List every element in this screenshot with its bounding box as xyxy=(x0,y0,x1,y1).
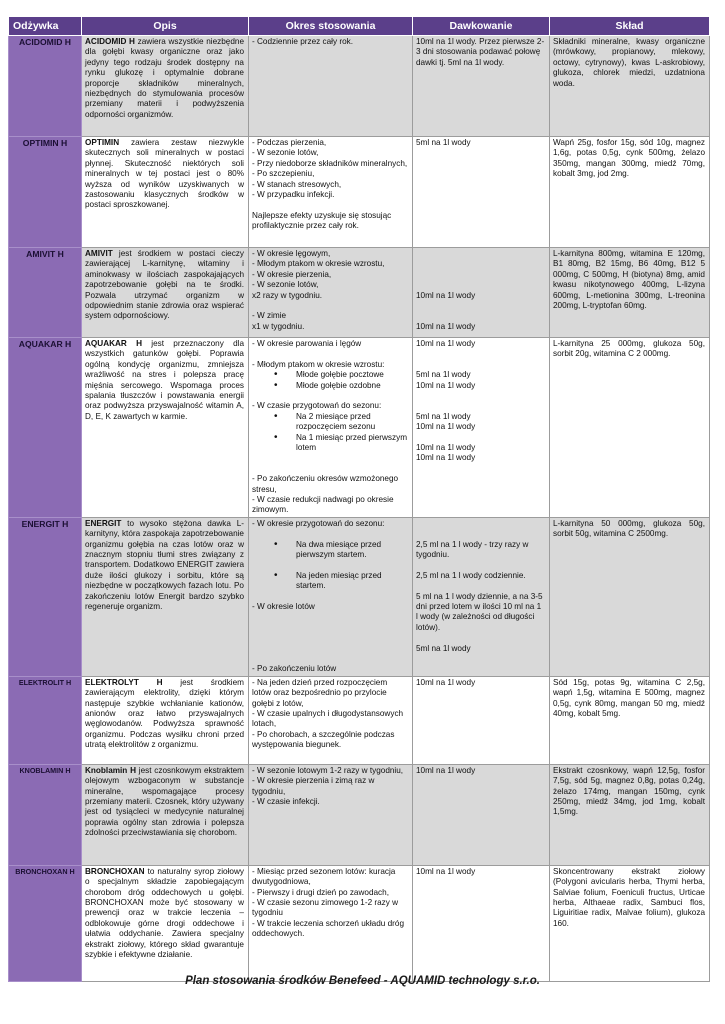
usage-cell xyxy=(249,517,413,676)
usage-line: x1 w tygodniu. xyxy=(252,321,305,331)
description-text: jest czosnkowym ekstraktem olejowym wzbogaconym w substancje mineralne, wspomagające procesy przemiany materii. Czosnek, który używany jest od tysiącleci w medycynie naturalnej poprawia ogólny stan zdrowia i polepsza zdolności przeciwstawiania się chorobom. xyxy=(85,765,244,838)
dosage-line: 5ml na 1l wody xyxy=(416,138,471,147)
usage-line: - Codziennie przez cały rok. xyxy=(252,37,354,46)
description-lead: BRONCHOXAN xyxy=(85,866,145,876)
usage-line: - W okresie lotów xyxy=(252,602,315,612)
usage-line: - Pierwszy i drugi dzień po zawodach, xyxy=(252,887,389,897)
usage-bullet: • Na jeden miesiąc przed startem. xyxy=(252,571,408,592)
usage-line: - Po zakończeniu lotów xyxy=(252,664,337,674)
usage-line: - W okresie lęgowym, xyxy=(252,249,331,258)
usage-cell xyxy=(249,36,413,137)
description-text: jest środkiem zawierającym elektrolity, dzięki którym następuje szybkie wchłanianie kationów, anionów oraz łatwo przyswajalnych węglowodanów. Podwyższa sprawność organizmu. Podczas wysiłku chroni przed utratą elektrolitów z organizmu. xyxy=(85,677,244,750)
description-lead: Knoblamin H xyxy=(85,765,136,775)
header-usage-period: Okres stosowania xyxy=(249,17,413,36)
description-lead: OPTIMIN xyxy=(85,138,120,147)
usage-bullet: • Na 1 miesiąc przed pierwszym lotem xyxy=(252,433,408,454)
usage-line: - W czasie upalnych i długodystansowych lotach, xyxy=(252,709,406,729)
composition-cell: L-karnityna 50 000mg, glukoza 50g, sorbit 50g, witamina C 2500mg. xyxy=(550,517,710,676)
usage-line: - Młodym ptakom w okresie wzrostu: xyxy=(252,359,385,369)
table-row xyxy=(9,865,710,981)
header-composition: Skład xyxy=(550,17,710,36)
page-footer: Plan stosowania środków Benefeed - AQUAMID technology s.r.o. xyxy=(185,975,540,987)
dosage-cell xyxy=(413,865,550,981)
usage-line: Najlepsze efekty uzyskuje się stosując profilaktycznie przez cały rok. xyxy=(252,210,394,231)
dosage-cell xyxy=(413,338,550,518)
usage-line: - Po chorobach, a szczególnie podczas występowania biegunek. xyxy=(252,729,397,750)
product-name: AQUAKAR H xyxy=(9,338,82,518)
usage-cell xyxy=(249,338,413,518)
dosage-line: 10ml na 1l wody xyxy=(416,339,476,348)
header-dosage: Dawkowanie xyxy=(413,17,550,36)
description-text: zawiera zestaw niezwykle skutecznych soli mineralnych w postaci płynnej. Skuteczność niektórych soli mineralnych w tej postaci jest o 80% wyższa od wyników uzyskiwanych w zastosowaniu klasycznych środków w postaci sproszkowanej. xyxy=(85,138,244,210)
usage-line: - W przypadku infekcji. xyxy=(252,190,335,200)
page xyxy=(8,16,709,982)
dosage-cell xyxy=(413,517,550,676)
composition-cell: L-karnityna 800mg, witamina E 120mg, B1 80mg, B2 15mg, B6 40mg, B12 5 000mg, C 500mg, H (biotyna) 8mg, amid kwasu nikotynowego 400mg, L-lizyna 600mg, L-metionina 300mg, L-treonina 200mg, L-tryptofan 60mg. xyxy=(550,248,710,338)
table-row xyxy=(9,764,710,865)
table-row xyxy=(9,248,710,338)
spacer xyxy=(252,301,408,311)
composition-cell: Wapń 25g, fosfor 15g, sód 10g, magnez 1,6g, potas 0,5g, cynk 500mg, żelazo 350mg, mangan 300mg, miedź 70mg, kobalt 3mg, jod 2mg. xyxy=(550,137,710,248)
usage-cell xyxy=(249,676,413,764)
usage-line: - W sezonie lotów, xyxy=(252,280,319,290)
description-lead: AQUAKAR H xyxy=(85,339,143,348)
composition-cell: Ekstrakt czosnkowy, wapń 12,5g, fosfor 7,5g, sód 5g, magnez 0,8g, potas 0,24g, żelazo 174mg, mangan 150mg, cynk 250mg, miedź 34mg, jod 1mg, kobalt 1,5mg. xyxy=(550,764,710,865)
usage-line: x2 razy w tygodniu. xyxy=(252,290,323,300)
product-name: ACIDOMID H xyxy=(9,36,82,137)
usage-line: - W okresie parowania i lęgów xyxy=(252,339,362,348)
product-name: ELEKTROLIT H xyxy=(9,676,82,764)
dosage-line: 10ml na 1l wody xyxy=(416,677,476,687)
supplement-table xyxy=(8,16,710,982)
product-name: OPTIMIN H xyxy=(9,137,82,248)
dosage-line: 10ml na 1l wody xyxy=(416,422,476,432)
product-description xyxy=(82,865,249,981)
product-description xyxy=(82,676,249,764)
product-description xyxy=(82,338,249,518)
dosage-cell xyxy=(413,676,550,764)
usage-bullet: • Młode gołębie ozdobne xyxy=(252,381,408,391)
table-row xyxy=(9,338,710,518)
dosage-cell xyxy=(413,248,550,338)
usage-line: - W trakcie leczenia schorzeń układu dróg oddechowych. xyxy=(252,918,407,939)
dosage-line: 5ml na 1l wody xyxy=(416,643,471,653)
dosage-line: 10ml na 1l wody xyxy=(416,321,476,331)
description-text: jest przeznaczony dla wszystkich gatunków gołębi. Poprawia ogólną kondycję organizmu, zmniejsza wrażliwość na stres i polepsza pracę mięśnia sercowego. Wspomaga proces spalania tłuszczów i powstawania energii oraz podwyższa przyswajalność witamin A, D, E, K zawartych w karmie. xyxy=(85,339,244,421)
composition-cell: Sód 15g, potas 9g, witamina C 2,5g, wapń 1,5g, witamina E 500mg, magnez 0,5g, cynk 80mg, mangan 50 mg, miedź 40mg, kobalt 5mg. xyxy=(550,676,710,764)
description-text: to wysoko stężona dawka L-karnityny, która zaspokaja zapotrzebowanie organizmu gołębia na czas lotów oraz w znacznym stopniu tłumi stres związany z transportem. Dodatkowo ENERGIT zawiera duże ilości glukozy i sorbitu, które są niezbędne w początkowych fazach lotu. Po zakończeniu lotów Energit bardzo szybko regeneruje organizm. xyxy=(85,518,244,612)
table-row xyxy=(9,36,710,137)
usage-bullet: • Na dwa miesiące przed pierwszym startem. xyxy=(252,540,408,561)
usage-cell xyxy=(249,764,413,865)
description-lead: ENERGIT xyxy=(85,518,122,528)
usage-line: - W okresie pierzenia, xyxy=(252,269,332,279)
usage-line: - W okresie pierzenia i zimą raz w tygodniu, xyxy=(252,776,377,796)
usage-line: - W czasie sezonu zimowego 1-2 razy w tygodniu xyxy=(252,898,401,918)
product-name: AMIVIT H xyxy=(9,248,82,338)
dosage-cell xyxy=(413,137,550,248)
usage-line: - Po szczepieniu, xyxy=(252,169,315,179)
dosage-line: 10ml na 1l wody. Przez pierwsze 2-3 dni stosowania podawać połowę dawki tj. 5ml na 1l wody. xyxy=(416,37,545,67)
dosage-cell xyxy=(413,764,550,865)
usage-line: - Przy niedoborze składników mineralnych, xyxy=(252,158,408,168)
header-row xyxy=(9,17,710,36)
dosage-line: 10ml na 1l wody xyxy=(416,442,476,452)
dosage-line: 10ml na 1l wody xyxy=(416,866,476,876)
header-product: Odżywka xyxy=(9,17,82,36)
composition-cell: Składniki mineralne, kwasy organiczne (mrówkowy, propianowy, mlekowy, octowy, cytrynowy), kwas L-askrobiowy, glukoza, chlorek miedzi, uzdatniona woda. xyxy=(550,36,710,137)
product-name: BRONCHOXAN H xyxy=(9,865,82,981)
usage-line: - Młodym ptakom w okresie wzrostu, xyxy=(252,259,385,269)
dosage-line: 2,5 ml na 1 l wody codziennie. xyxy=(416,570,526,580)
usage-line: - W sezonie lotów, xyxy=(252,148,319,158)
usage-line: - Po zakończeniu okresów wzmożonego stresu, xyxy=(252,474,401,494)
usage-line: - W czasie redukcji nadwagi po okresie zimowym. xyxy=(252,495,396,515)
product-description xyxy=(82,137,249,248)
product-description xyxy=(82,36,249,137)
usage-line: - Na jeden dzień przed rozpoczęciem lotów oraz bezpośrednio po przylocie gołębi z lotów, xyxy=(252,677,390,708)
usage-line: - W stanach stresowych, xyxy=(252,179,342,189)
dosage-line: 5 ml na 1 l wody dziennie, a na 3-5 dni przed lotem w ilości 10 ml na 1 l wody (w zależności od długości lotów). xyxy=(416,591,545,632)
usage-cell xyxy=(249,137,413,248)
dosage-line: 5ml na 1l wody xyxy=(416,411,471,421)
product-description xyxy=(82,248,249,338)
composition-cell: Skoncentrowany ekstrakt ziołowy (Polygoni avicularis herba, Thymi herba, Salviae folium, Foeniculi fructus, Urticae herba, Althaeae radix, Sambuci flos, Liguiritiae radix, Malvae folium), glukoza 160. xyxy=(550,865,710,981)
description-text: zawiera wszystkie niezbędne dla gołębi kwasy organiczne oraz jako jedyny tego rodzaju środek dostępny na rynku glukozę i optymalnie dobrane proporcje składników mineralnych, niezbędnych do stymulowania procesów przemiany materii i podwyższenia odporności organizmów. xyxy=(85,37,244,119)
dosage-line: 10ml na 1l wody xyxy=(416,380,476,390)
description-lead: ACIDOMID H xyxy=(85,37,135,46)
description-text: jest środkiem w postaci cieczy zawierającej L-karnitynę, witaminy i aminokwasy w ilościach zaspokajających zapotrzebowanie gołębi na te środki. Pozwala utrzymać organizm w odpowiednim stanie zdrowia oraz wspierać system odpornościowy. xyxy=(85,249,244,321)
usage-line: - W okresie przygotowań do sezonu: xyxy=(252,518,385,528)
product-name: KNOBLAMIN H xyxy=(9,764,82,865)
spacer xyxy=(252,200,408,210)
product-name: ENERGIT H xyxy=(9,517,82,676)
product-description xyxy=(82,517,249,676)
usage-line: - W zimie xyxy=(252,311,287,321)
usage-line: - W czasie infekcji. xyxy=(252,797,320,807)
description-lead: ELEKTROLYT H xyxy=(85,677,163,687)
table-row xyxy=(9,137,710,248)
table-row xyxy=(9,517,710,676)
dosage-line: 10ml na 1l wody xyxy=(416,453,476,463)
dosage-line: 10ml na 1l wody xyxy=(416,765,476,775)
usage-bullet: • Na 2 miesiące przed rozpoczęciem sezonu xyxy=(252,412,408,433)
composition-cell: L-karnityna 25 000mg, glukoza 50g, sorbit 20g, witamina C 2 000mg. xyxy=(550,338,710,518)
product-description xyxy=(82,764,249,865)
usage-line: - Podczas pierzenia, xyxy=(252,138,327,147)
usage-line: - W sezonie lotowym 1-2 razy w tygodniu, xyxy=(252,765,404,775)
usage-cell xyxy=(249,248,413,338)
header-description: Opis xyxy=(82,17,249,36)
description-text: to naturalny syrop ziołowy o specjalnym składzie zapobiegającym chorobom dróg oddechowych u gołębi. BRONCHOXAN może być stosowany w prewencji oraz w trakcie leczenia – odblokowuje górne drogi oddechowe i ułatwia oddychanie. Zawiera specjalny ekstrakt ziołowy, którego skład gwarantuje szybkie i efektywne działanie. xyxy=(85,866,244,960)
usage-bullet: • Młode gołębie pocztowe xyxy=(252,370,408,380)
table-row xyxy=(9,676,710,764)
dosage-line: 10ml na 1l wody xyxy=(416,290,476,300)
dosage-line: 5ml na 1l wody xyxy=(416,370,471,380)
description-lead: AMIVIT xyxy=(85,249,113,258)
usage-line: - Miesiąc przed sezonem lotów: kuracja dwutygodniowa, xyxy=(252,866,398,887)
dosage-line: 2,5 ml na 1 l wody - trzy razy w tygodniu. xyxy=(416,539,531,560)
dosage-cell xyxy=(413,36,550,137)
usage-cell xyxy=(249,865,413,981)
usage-line: - W czasie przygotowań do sezonu: xyxy=(252,401,382,411)
